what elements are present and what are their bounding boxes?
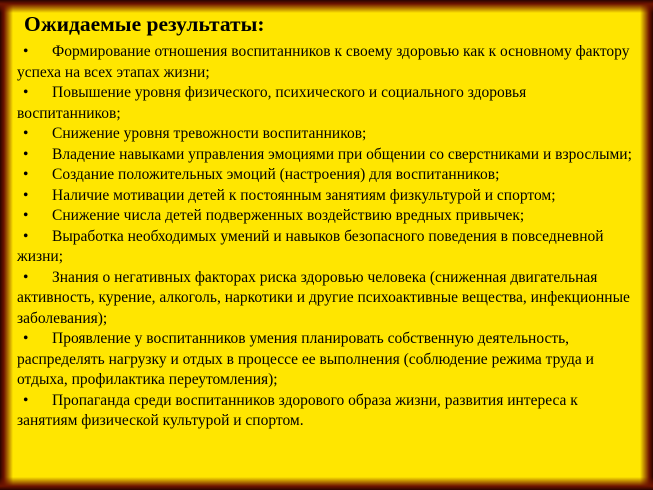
bullet-text: Снижение числа детей подверженных воздействию вредных привычек;	[52, 207, 525, 224]
bullet-item	[17, 124, 633, 145]
bullet-marker: •	[23, 145, 29, 163]
bullet-text: Выработка необходимых умений и навыков безопасного поведения в повседневной жизни;	[17, 227, 604, 265]
bullet-item	[17, 42, 633, 83]
bullet-text: Знания о негативных факторах риска здоровью человека (сниженная двигательная активность, курение, алкоголь, наркотики и другие психоактивные вещества, инфекционные заболевания);	[17, 268, 630, 327]
bullet-text: Повышение уровня физического, психического и социального здоровья воспитанников;	[17, 84, 527, 122]
bullet-list	[17, 42, 633, 432]
slide-title: Ожидаемые результаты:	[24, 12, 265, 36]
slide-content	[17, 11, 633, 432]
bullet-item	[17, 83, 633, 124]
bullet-marker: •	[23, 330, 29, 347]
bullet-item	[17, 329, 633, 391]
bullet-text: Владение навыками управления эмоциями при общении со сверстниками и взрослыми;	[52, 145, 632, 163]
bullet-text: Проявление у воспитанников умения планировать собственную деятельность, распределять нагрузку и отдых в процессе ее выполнения (соблюдение режима труда и отдыха, профилактика переутомления);	[17, 330, 594, 388]
bullet-text: Создание положительных эмоций (настроения) для воспитанников;	[52, 166, 500, 183]
bullet-item	[17, 145, 633, 166]
bullet-item	[17, 227, 633, 268]
bullet-marker: •	[23, 186, 29, 204]
bullet-text: Наличие мотивации детей к постоянным занятиям физкультурой и спортом;	[52, 186, 556, 204]
bullet-marker: •	[23, 268, 29, 286]
bullet-marker: •	[23, 166, 29, 183]
bullet-item	[17, 268, 633, 330]
bullet-item	[17, 165, 633, 186]
bullet-marker: •	[23, 43, 29, 60]
bullet-marker: •	[23, 125, 29, 142]
bullet-item	[17, 391, 633, 432]
bullet-marker: •	[23, 84, 29, 101]
bullet-item	[17, 206, 633, 227]
bullet-text: Снижение уровня тревожности воспитанников;	[52, 125, 367, 142]
bullet-marker: •	[23, 227, 29, 245]
bullet-text: Формирование отношения воспитанников к своему здоровью как к основному фактору успеха на всех этапах жизни;	[17, 43, 630, 81]
bullet-text: Пропаганда среди воспитанников здорового образа жизни, развития интереса к занятиям физической культурой и спортом.	[17, 391, 578, 429]
bullet-marker: •	[23, 391, 29, 409]
bullet-item	[17, 186, 633, 207]
bullet-marker: •	[23, 207, 29, 224]
